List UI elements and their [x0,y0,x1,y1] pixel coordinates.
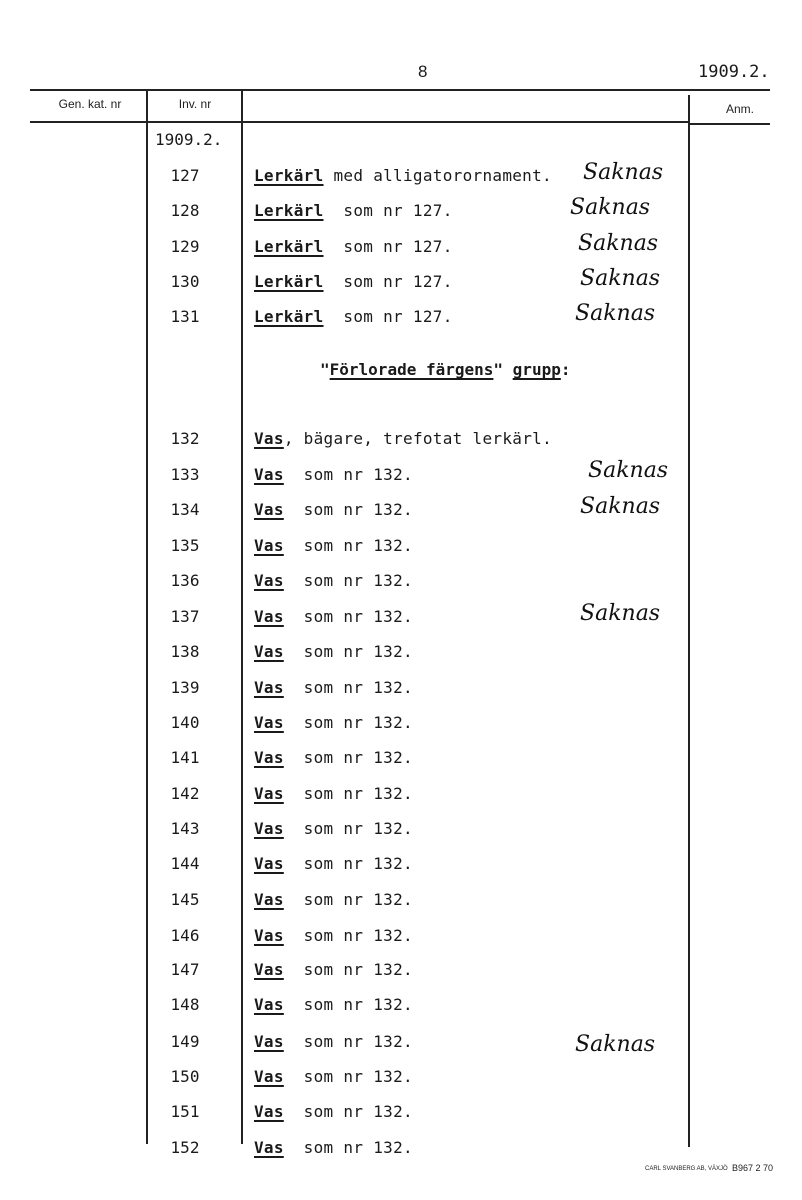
entry-text: som nr 132. [283,1032,413,1051]
entry-term: Vas [254,819,284,838]
inv-number: 131 [170,307,200,326]
entry-text: som nr 132. [283,713,413,732]
entry-description [254,854,413,873]
inv-number: 152 [170,1138,200,1157]
inv-number: 135 [170,536,200,555]
entry-description [254,748,413,767]
entry-term: Vas [254,713,284,732]
entry-description [254,429,552,448]
inv-number: 148 [170,995,200,1014]
entry-term: Lerkärl [254,237,324,256]
year-reference: 1909.2. [698,62,770,82]
heading-underlined-2: grupp [512,360,561,379]
heading-underlined: Förlorade färgens [329,360,494,379]
entry-term: Vas [254,748,284,767]
entry-text: som nr 132. [283,1102,413,1121]
annotation-saknas: Saknas [580,601,661,626]
entry-term: Vas [254,854,284,873]
entry-description [254,465,413,484]
inv-number: 145 [170,890,200,909]
entry-term: Vas [254,500,284,519]
entry-term: Lerkärl [254,166,324,185]
entry-description [254,642,413,661]
inv-number: 138 [170,642,200,661]
entry-term: Vas [254,1102,284,1121]
entry-text: som nr 127. [323,307,453,326]
entry-text: som nr 132. [283,571,413,590]
entry-text: som nr 132. [283,819,413,838]
entry-description [254,890,413,909]
inv-number: 139 [170,678,200,697]
entry-description [254,995,413,1014]
entry-text: med alligatorornament. [323,166,552,185]
entry-text: som nr 132. [283,784,413,803]
entry-text: som nr 132. [283,995,413,1014]
column-header-gen-kat: Gen. kat. nr [58,97,122,111]
entry-term: Vas [254,571,284,590]
entry-text: som nr 132. [283,607,413,626]
gen-inv-divider [146,89,148,1144]
entry-description [254,166,552,185]
entry-description [254,607,413,626]
inv-number: 134 [170,500,200,519]
inv-number: 136 [170,571,200,590]
inv-number: 133 [170,465,200,484]
printer-imprint: CARL SVANBERG AB, VÄXJÖ [645,1166,728,1172]
annotation-saknas: Saknas [580,494,661,519]
entry-description [254,1067,413,1086]
entry-description [254,536,413,555]
inv-number: 128 [170,201,200,220]
entry-description [254,1032,413,1051]
entry-description [254,571,413,590]
entry-text: som nr 132. [283,1067,413,1086]
entry-text: som nr 132. [283,536,413,555]
annotation-saknas: Saknas [583,160,664,185]
entry-term: Vas [254,1032,284,1051]
entry-term: Lerkärl [254,272,324,291]
entry-description [254,926,413,945]
annotation-saknas: Saknas [578,231,659,256]
entry-description [254,819,413,838]
entry-text: som nr 132. [283,678,413,697]
entry-term: Vas [254,890,284,909]
entry-text: som nr 132. [283,890,413,909]
annotation-saknas: Saknas [575,301,656,326]
entry-term: Vas [254,960,284,979]
inv-number: 132 [170,429,200,448]
entry-description [254,713,413,732]
entry-term: Lerkärl [254,307,324,326]
entry-term: Vas [254,429,284,448]
header-bottom-rule [30,121,688,123]
group-year: 1909.2. [155,130,223,149]
entry-description [254,784,413,803]
section-heading: "Förlorade färgens" grupp: [320,360,571,379]
annotation-saknas: Saknas [580,266,661,291]
entry-text: som nr 127. [323,201,453,220]
page-number: 8 [418,62,428,81]
inv-number: 150 [170,1067,200,1086]
column-header-anm: Anm. [725,102,754,116]
entry-term: Vas [254,1138,284,1157]
entry-term: Vas [254,607,284,626]
entry-description [254,960,413,979]
entry-term: Vas [254,536,284,555]
annotation-saknas: Saknas [575,1032,656,1057]
inv-number: 151 [170,1102,200,1121]
inv-number: 140 [170,713,200,732]
entry-text: som nr 132. [283,1138,413,1157]
entry-text: som nr 132. [283,500,413,519]
entry-text: som nr 132. [283,465,413,484]
inv-number: 149 [170,1032,200,1051]
form-code: B967 2 70 [732,1163,774,1173]
inv-number: 130 [170,272,200,291]
inv-number: 142 [170,784,200,803]
entry-description [254,237,453,256]
entry-text: , bägare, trefotat lerkärl. [283,429,552,448]
entry-term: Vas [254,926,284,945]
entry-term: Vas [254,784,284,803]
entry-text: som nr 132. [283,642,413,661]
entry-description [254,307,453,326]
entry-term: Vas [254,995,284,1014]
inv-desc-divider [241,89,243,1144]
anm-header-rule [688,123,770,125]
inv-number: 144 [170,854,200,873]
inv-number: 146 [170,926,200,945]
annotation-saknas: Saknas [570,195,651,220]
entry-description [254,678,413,697]
inv-number: 129 [170,237,200,256]
entry-term: Vas [254,1067,284,1086]
entry-term: Vas [254,678,284,697]
desc-anm-divider [688,95,690,1147]
entry-description [254,1138,413,1157]
inv-number: 143 [170,819,200,838]
inv-number: 141 [170,748,200,767]
annotation-saknas: Saknas [588,458,669,483]
inv-number: 127 [170,166,200,185]
entry-text: som nr 127. [323,237,453,256]
column-header-inv: Inv. nr [178,97,212,111]
inv-number: 137 [170,607,200,626]
entry-term: Lerkärl [254,201,324,220]
entry-text: som nr 132. [283,748,413,767]
entry-description [254,500,413,519]
inv-number: 147 [170,960,200,979]
header-top-rule [30,89,770,91]
entry-description [254,201,453,220]
entry-text: som nr 127. [323,272,453,291]
entry-text: som nr 132. [283,960,413,979]
entry-text: som nr 132. [283,854,413,873]
entry-text: som nr 132. [283,926,413,945]
entry-term: Vas [254,465,284,484]
entry-term: Vas [254,642,284,661]
entry-description [254,272,453,291]
entry-description [254,1102,413,1121]
